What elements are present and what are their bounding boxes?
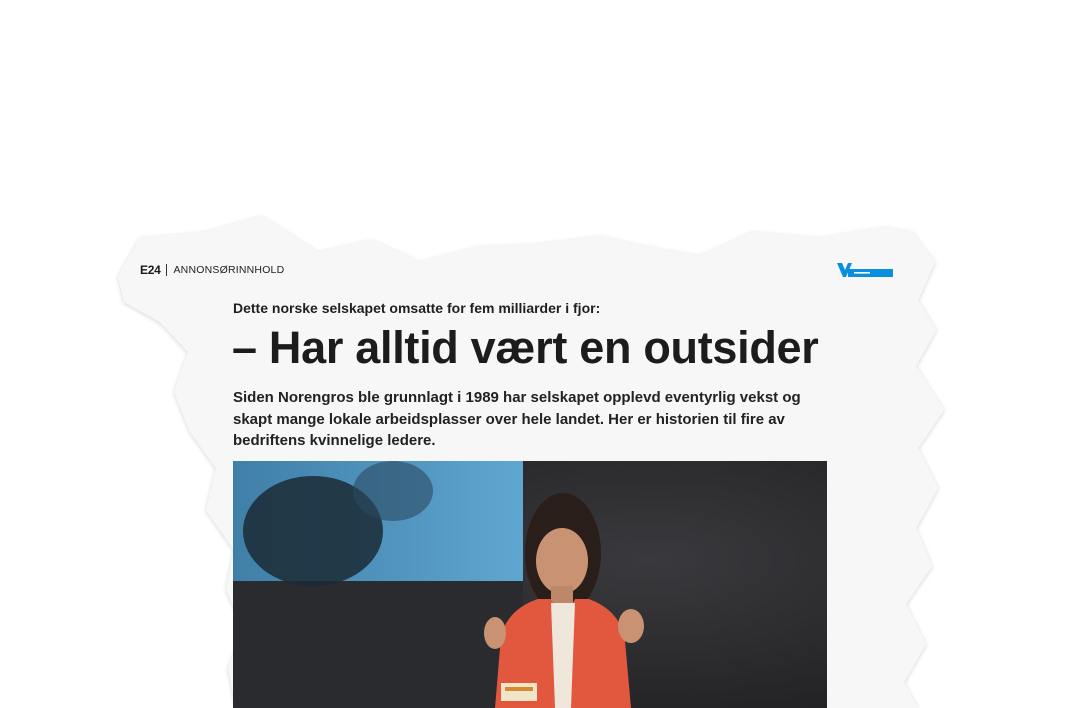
- article-photo[interactable]: [233, 461, 827, 708]
- speaker-photo: [233, 461, 827, 708]
- article-ingress: Siden Norengros ble grunnlagt i 1989 har selskapet opplevd eventyrlig vekst og skapt mange lokale arbeidsplasser over hele landet. Her er historien til fire av bedriftens kvinnelige ledere.: [233, 389, 801, 449]
- norengros-logo-icon[interactable]: [836, 262, 894, 278]
- header-divider: [166, 264, 167, 276]
- article-title[interactable]: – Har alltid vært en outsider: [232, 322, 819, 373]
- section-tag: ANNONSØRINNHOLD: [173, 264, 285, 276]
- site-header: [140, 263, 284, 277]
- e24-logo[interactable]: E24: [140, 263, 161, 277]
- article-kicker: Dette norske selskapet omsatte for fem milliarder i fjor:: [233, 300, 601, 316]
